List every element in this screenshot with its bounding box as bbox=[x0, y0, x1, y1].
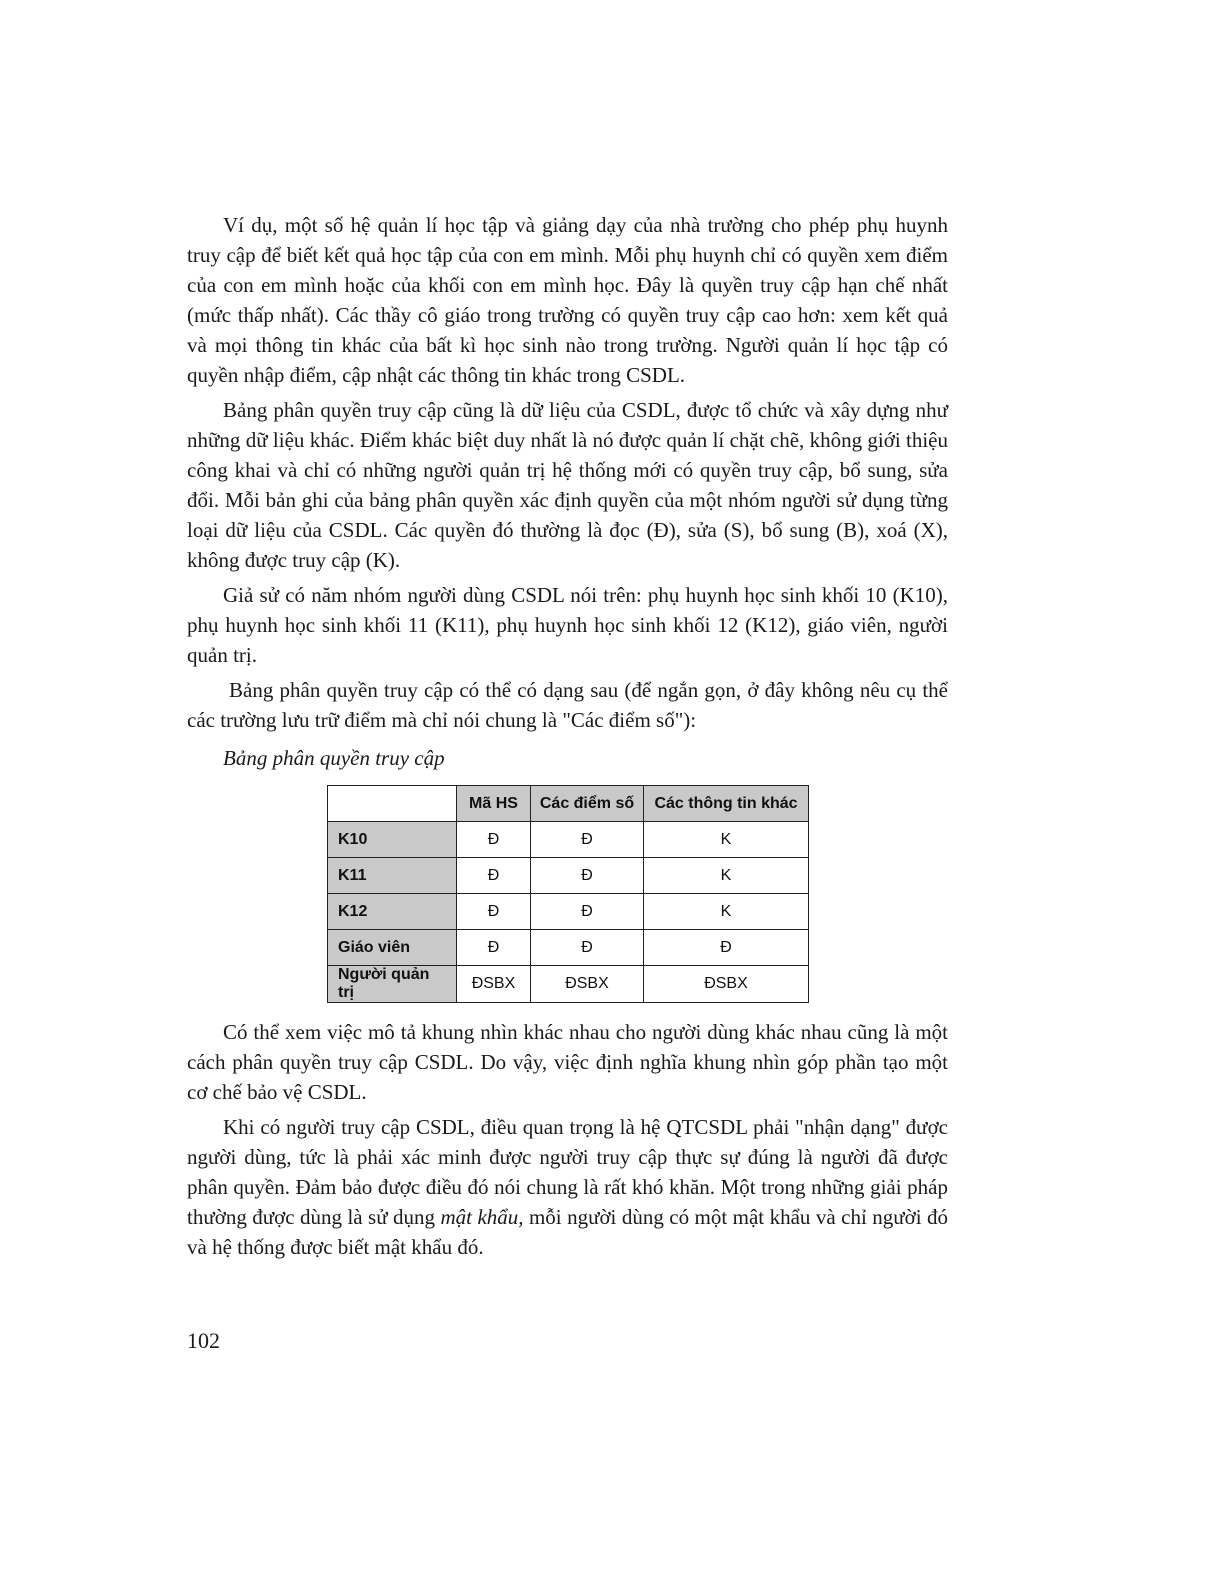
table-cell: Đ bbox=[457, 894, 531, 930]
paragraph-permission-table: Bảng phân quyền truy cập cũng là dữ liệu của CSDL, được tổ chức và xây dựng như những dữ liệu khác. Điểm khác biệt duy nhất là nó được quản lí chặt chẽ, không giới thiệu công khai và chỉ có những người quản trị hệ thống mới có quyền truy cập, bổ sung, sửa đổi. Mỗi bản ghi của bảng phân quyền xác định quyền của một nhóm người sử dụng từng loại dữ liệu của CSDL. Các quyền đó thường là đọc (Đ), sửa (S), bổ sung (B), xoá (X), không được truy cập (K). bbox=[187, 398, 948, 572]
table-corner-cell bbox=[328, 786, 457, 822]
table-cell: Đ bbox=[457, 858, 531, 894]
table-row bbox=[328, 930, 809, 966]
table-cell: Đ bbox=[531, 858, 644, 894]
table-cell: Đ bbox=[644, 930, 809, 966]
table-cell: ĐSBX bbox=[531, 966, 644, 1003]
table-row bbox=[328, 966, 809, 1003]
table-cell: ĐSBX bbox=[457, 966, 531, 1003]
permission-table bbox=[327, 785, 809, 1003]
table-cell: Đ bbox=[457, 822, 531, 858]
column-header-cac-diem-so: Các điểm số bbox=[531, 786, 644, 822]
paragraph-table-intro: Bảng phân quyền truy cập có thể có dạng sau (để ngắn gọn, ở đây không nêu cụ thể các trường lưu trữ điểm mà chỉ nói chung là "Các điểm số"): bbox=[187, 678, 948, 732]
column-header-cac-thong-tin-khac: Các thông tin khác bbox=[644, 786, 809, 822]
after-table-section bbox=[187, 1017, 948, 1262]
table-cell: K bbox=[644, 858, 809, 894]
table-cell: ĐSBX bbox=[644, 966, 809, 1003]
table-cell: Đ bbox=[531, 894, 644, 930]
authentication-text-start: Khi có người truy cập CSDL, điều quan trọng là hệ QTCSDL phải "nhận dạng" được người dùng, tức là phải xác minh được người truy cập thực sự đúng là người đã được phân quyền. Đảm bảo được điều đó nói chung là rất khó khăn. Một trong những giải pháp thường được dùng là sử dụng bbox=[187, 1115, 948, 1229]
table-cell: K bbox=[644, 894, 809, 930]
table-cell: K bbox=[644, 822, 809, 858]
row-header-nguoi-quan-tri: Người quản trị bbox=[328, 966, 457, 1003]
column-header-ma-hs: Mã HS bbox=[457, 786, 531, 822]
authentication-text-end: mỗi người dùng có một mật khẩu và chỉ người đó và hệ thống được biết mật khẩu đó. bbox=[187, 1205, 948, 1259]
table-header-row bbox=[328, 786, 809, 822]
table-caption: Bảng phân quyền truy cập bbox=[223, 746, 445, 770]
paragraph-user-groups: Giả sử có năm nhóm người dùng CSDL nói trên: phụ huynh học sinh khối 10 (K10), phụ huynh học sinh khối 11 (K11), phụ huynh học sinh khối 12 (K12), giáo viên, người quản trị. bbox=[187, 583, 948, 667]
table-cell: Đ bbox=[457, 930, 531, 966]
paragraph-view-permission: Có thể xem việc mô tả khung nhìn khác nhau cho người dùng khác nhau cũng là một cách phân quyền truy cập CSDL. Do vậy, việc định nghĩa khung nhìn góp phần tạo một cơ chế bảo vệ CSDL. bbox=[187, 1020, 948, 1104]
paragraph-example: Ví dụ, một số hệ quản lí học tập và giảng dạy của nhà trường cho phép phụ huynh truy cập để biết kết quả học tập của con em mình. Mỗi phụ huynh chỉ có quyền xem điểm của con em mình hoặc của khối con em mình học. Đây là quyền truy cập hạn chế nhất (mức thấp nhất). Các thầy cô giáo trong trường có quyền truy cập cao hơn: xem kết quả và mọi thông tin khác của bất kì học sinh nào trong trường. Người quản lí học tập có quyền nhập điểm, cập nhật các thông tin khác trong CSDL. bbox=[187, 213, 948, 387]
table-row bbox=[328, 894, 809, 930]
table-row bbox=[328, 858, 809, 894]
page-content bbox=[187, 210, 948, 1262]
paragraph-authentication bbox=[187, 1112, 948, 1262]
row-header-k11: K11 bbox=[328, 858, 457, 894]
row-header-k10: K10 bbox=[328, 822, 457, 858]
table-cell: Đ bbox=[531, 930, 644, 966]
permission-table-wrap bbox=[327, 785, 948, 1003]
page-number: 102 bbox=[187, 1328, 220, 1353]
password-emphasis: mật khẩu, bbox=[440, 1205, 524, 1229]
row-header-k12: K12 bbox=[328, 894, 457, 930]
row-header-giao-vien: Giáo viên bbox=[328, 930, 457, 966]
table-cell: Đ bbox=[531, 822, 644, 858]
table-row bbox=[328, 822, 809, 858]
